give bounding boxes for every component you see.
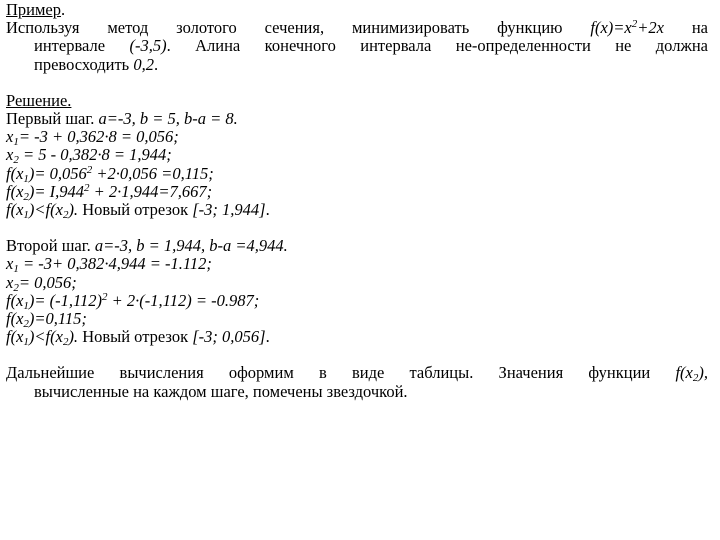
cmp-a: f(x xyxy=(6,200,24,220)
s2-fx1-sub: 1 xyxy=(23,299,29,312)
s2-cmp-text: Новый отрезок xyxy=(78,327,193,347)
cmp-text: Новый отрезок xyxy=(78,200,193,220)
closing-text-2: вычисленные на каждом шаге, помечены звездочкой. xyxy=(34,381,408,401)
step2-x1 xyxy=(6,254,708,276)
s2-cmp-end: . xyxy=(265,327,270,347)
s2-fx1-c: + 2·(-1,112) = -0.987; xyxy=(107,290,260,310)
cmp-c: ). xyxy=(68,200,79,220)
example-text-1c: на xyxy=(663,18,708,38)
fx1-a: f(x xyxy=(6,163,24,183)
example-heading-dot: . xyxy=(61,0,66,19)
step2-label: Второй шаг. xyxy=(6,236,95,256)
example-function-tail: +2x xyxy=(637,18,664,38)
example-function xyxy=(590,18,664,37)
x1-var: x xyxy=(6,127,14,147)
cmp-segment: [-3; 1,944] xyxy=(192,200,266,220)
x1-sub: 1 xyxy=(13,136,19,149)
closing-line-2 xyxy=(6,383,708,401)
example-function-exp: 2 xyxy=(631,18,638,31)
step2-fx1 xyxy=(6,292,708,310)
s2-cmp-sub2: 2 xyxy=(62,336,69,349)
closing-func-sub: 2 xyxy=(692,372,699,385)
example-interval: (-3,5) xyxy=(129,36,167,56)
step2-values: a=-3, b = 1,944, b-a =4,944. xyxy=(94,236,288,256)
fx1-sub: 1 xyxy=(23,172,29,185)
x1-expr: = -3 + 0,362·8 = 0,056; xyxy=(18,127,179,147)
step1-x1 xyxy=(6,127,708,149)
x2-sub: 2 xyxy=(13,154,19,167)
example-text-line-1 xyxy=(6,19,708,37)
s2-x1-sub: 1 xyxy=(13,263,19,276)
cmp-sub1: 1 xyxy=(23,209,29,222)
example-text-3c: . xyxy=(153,54,159,74)
s2-cmp-sub1: 1 xyxy=(23,336,29,349)
example-heading: Пример xyxy=(6,0,62,19)
step1-compare xyxy=(6,200,708,222)
x2-expr: = 5 - 0,382·8 = 1,944; xyxy=(18,145,172,165)
step1-label: Первый шаг. xyxy=(6,109,99,129)
s2-cmp-a: f(x xyxy=(6,327,24,347)
step1-header xyxy=(6,110,708,128)
example-tolerance: 0,2 xyxy=(133,54,154,74)
example-text-line-2 xyxy=(6,37,708,55)
cmp-sub2: 2 xyxy=(62,209,69,222)
fx1-c: +2·0,056 =0,115; xyxy=(92,163,214,183)
example-text-3a: превосходить xyxy=(34,54,134,74)
fx2-sub: 2 xyxy=(23,190,29,203)
example-text-line-3 xyxy=(6,56,708,74)
s2-x2-sub: 2 xyxy=(13,281,19,294)
step2-x2 xyxy=(6,274,708,292)
example-heading-line xyxy=(6,1,708,19)
fx2-sup: 2 xyxy=(84,181,90,194)
cmp-b: )<f(x xyxy=(28,200,63,220)
step1-x2 xyxy=(6,145,708,167)
s2-fx1-b: )= (-1,112) xyxy=(28,290,103,310)
fx1-sup: 2 xyxy=(86,163,93,176)
fx1-b: )= 0,056 xyxy=(28,163,87,183)
s2-x2-var: x xyxy=(6,272,14,292)
s2-x2-expr: = 0,056; xyxy=(18,272,77,292)
example-text-1a: Используя метод золотого сечения, минимизировать функцию xyxy=(6,18,591,38)
fx2-a: f(x xyxy=(6,181,24,201)
example-text-2a: интервале xyxy=(34,36,130,56)
s2-fx2-b: )=0,115; xyxy=(28,309,87,329)
step2-header xyxy=(6,237,708,255)
example-text-2c: . Алина конечного интервала не-определенности не должна xyxy=(166,36,708,56)
document-page xyxy=(6,1,708,401)
closing-func-end: ), xyxy=(698,363,708,383)
closing-text-1a: Дальнейшие вычисления оформим в виде таблицы. Значения функции xyxy=(6,363,676,383)
step1-fx1 xyxy=(6,165,708,183)
s2-fx1-a: f(x xyxy=(6,290,24,310)
s2-x1-expr: = -3+ 0,382·4,944 = -1.112; xyxy=(18,254,212,274)
step2-fx2 xyxy=(6,309,708,331)
s2-x1-var: x xyxy=(6,254,14,274)
step1-values: a=-3, b = 5, b-a = 8. xyxy=(98,109,238,129)
s2-cmp-c: ). xyxy=(68,327,79,347)
s2-fx2-a: f(x xyxy=(6,309,24,329)
closing-line-1 xyxy=(6,363,708,385)
fx2-c: + 2·1,944=7,667; xyxy=(89,181,213,201)
step1-fx2 xyxy=(6,183,708,201)
solution-heading-line xyxy=(6,92,708,110)
solution-heading: Решение. xyxy=(6,90,72,110)
s2-fx1-sup: 2 xyxy=(102,290,108,303)
cmp-end: . xyxy=(265,200,270,220)
step2-compare xyxy=(6,327,708,349)
fx2-b: )= I,944 xyxy=(28,181,85,201)
s2-cmp-b: )<f(x xyxy=(28,327,63,347)
example-function-base: f(x)=x xyxy=(590,18,632,38)
s2-fx2-sub: 2 xyxy=(23,318,29,331)
s2-cmp-segment: [-3; 0,056] xyxy=(192,327,266,347)
closing-func: f(x xyxy=(675,363,693,383)
x2-var: x xyxy=(6,145,14,165)
